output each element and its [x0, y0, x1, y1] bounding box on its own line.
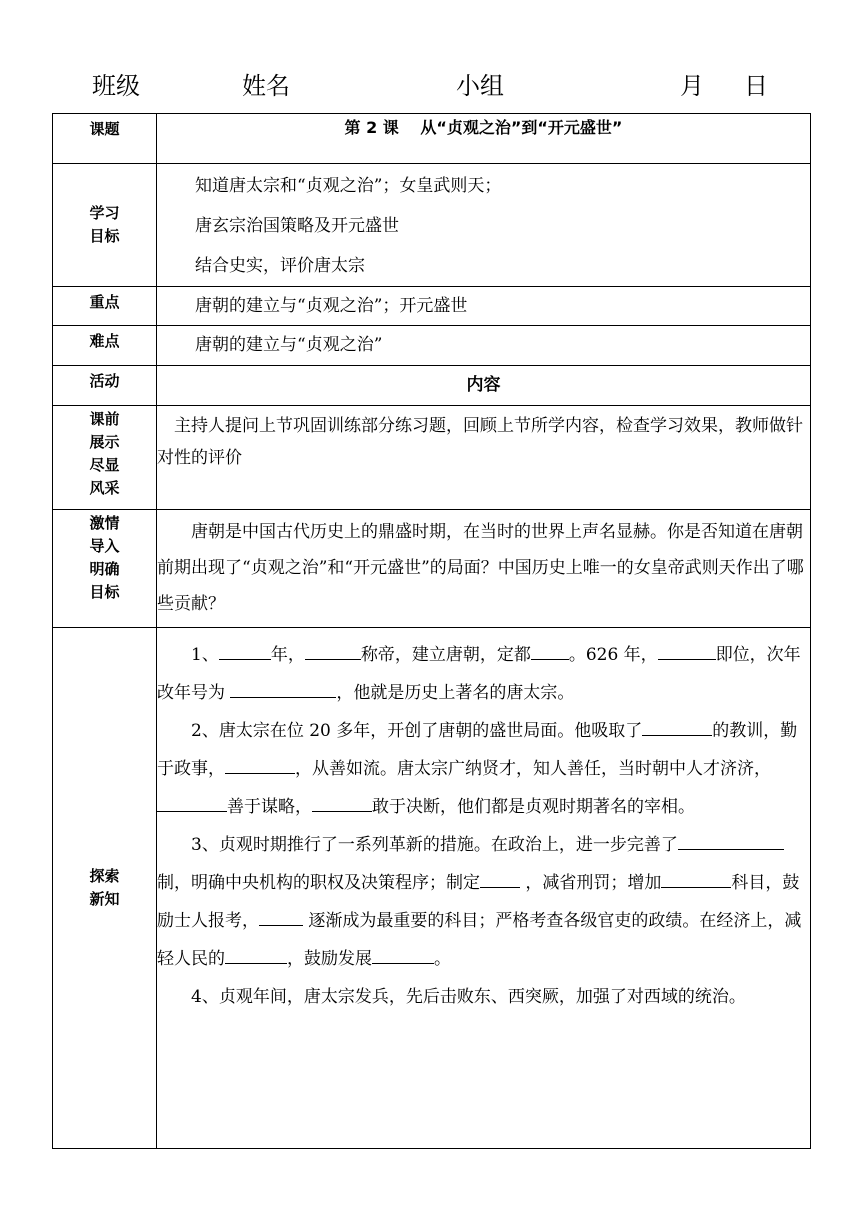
intro-row [53, 510, 811, 628]
exercise-3: 3、贞观时期推行了一系列革新的措施。在政治上，进一步完善了制，明确中央机构的职权及决策程序；制定 ，减省刑罚；增加 科目，鼓励士人报考， 逐渐成为最重要的科目；严格考查各级官吏的政绩。在经济上，减轻人民的 ，鼓励发展 。 [157, 826, 810, 978]
intro-label-3: 明确 [89, 560, 120, 578]
difficult-row [53, 326, 811, 366]
blank-field[interactable] [480, 867, 520, 888]
explore-row [53, 628, 811, 1149]
name-label: 姓名 [242, 72, 290, 100]
preclass-text: 主持人提问上节巩固训练部分练习题，回顾上节所学内容，检查学习效果，教师做针对性的评价 [157, 416, 803, 468]
intro-text: 唐朝是中国古代历史上的鼎盛时期，在当时的世界上声名显赫。你是否知道在唐朝前期出现了“贞观之治”和“开元盛世”的局面？中国历史上唯一的女皇帝武则天作出了哪些贡献？ [157, 522, 804, 614]
preclass-label-4: 风采 [89, 479, 120, 497]
goals-row [53, 164, 811, 287]
content-label: 内容 [466, 375, 501, 395]
exercise-2: 2、唐太宗在位 20 多年，开创了唐朝的盛世局面。他吸取了 的教训，勤于政事， ，从善如流。唐太宗广纳贤才，知人善任，当时朝中人才济济，善于谋略， 敢于决断，他们都是贞观时期著名的宰相。 [157, 712, 810, 826]
class-label: 班级 [92, 72, 140, 100]
key-label: 重点 [89, 293, 120, 311]
day-label: 日 [744, 72, 768, 100]
key-text: 唐朝的建立与“贞观之治”；开元盛世 [195, 296, 468, 316]
lesson-title: 第 2 课 从“贞观之治”到“开元盛世” [344, 118, 623, 137]
difficult-text: 唐朝的建立与“贞观之治” [195, 335, 383, 355]
exercise-1: 1、 年， 称帝，建立唐朝，定都 。626 年， 即位，次年改年号为 ，他就是历史上著名的唐太宗。 [157, 628, 810, 712]
blank-field[interactable] [678, 829, 784, 850]
preclass-label-3: 尽显 [89, 456, 120, 474]
goal-item: 唐玄宗治国策略及开元盛世 [195, 216, 399, 236]
explore-label-2: 新知 [89, 890, 120, 908]
blank-field[interactable] [642, 715, 712, 736]
intro-label-1: 激情 [89, 514, 120, 532]
activity-label: 活动 [89, 372, 120, 390]
topic-label: 课题 [89, 120, 120, 138]
blank-field[interactable] [305, 639, 361, 660]
goal-item: 结合史实，评价唐太宗 [195, 256, 365, 276]
exercise-4: 4、贞观年间，唐太宗发兵，先后击败东、西突厥，加强了对西域的统治。 [191, 987, 746, 1007]
goals-label-2: 目标 [89, 227, 120, 245]
blank-field[interactable] [372, 943, 434, 964]
month-label: 月 [680, 72, 704, 100]
key-row [53, 287, 811, 326]
goal-item: 知道唐太宗和“贞观之治”；女皇武则天； [195, 176, 502, 196]
preclass-row [53, 406, 811, 510]
group-label: 小组 [456, 72, 504, 100]
blank-field[interactable] [225, 943, 287, 964]
blank-field[interactable] [531, 639, 569, 660]
preclass-label-2: 展示 [89, 433, 120, 451]
topic-row [53, 114, 811, 164]
activity-row [53, 366, 811, 406]
blank-field[interactable] [157, 791, 227, 812]
intro-label-4: 目标 [89, 583, 120, 601]
lesson-plan-table [52, 113, 811, 1149]
intro-label-2: 导入 [89, 537, 120, 555]
preclass-label-1: 课前 [89, 410, 120, 428]
blank-field[interactable] [225, 753, 295, 774]
blank-field[interactable] [259, 905, 303, 926]
explore-label-1: 探索 [89, 867, 120, 885]
blank-field[interactable] [658, 639, 716, 660]
blank-field[interactable] [230, 677, 336, 698]
blank-field[interactable] [312, 791, 372, 812]
goals-label-1: 学习 [89, 204, 120, 222]
worksheet-header [92, 68, 782, 104]
difficult-label: 难点 [89, 332, 120, 350]
blank-field[interactable] [219, 639, 271, 660]
blank-field[interactable] [661, 867, 731, 888]
